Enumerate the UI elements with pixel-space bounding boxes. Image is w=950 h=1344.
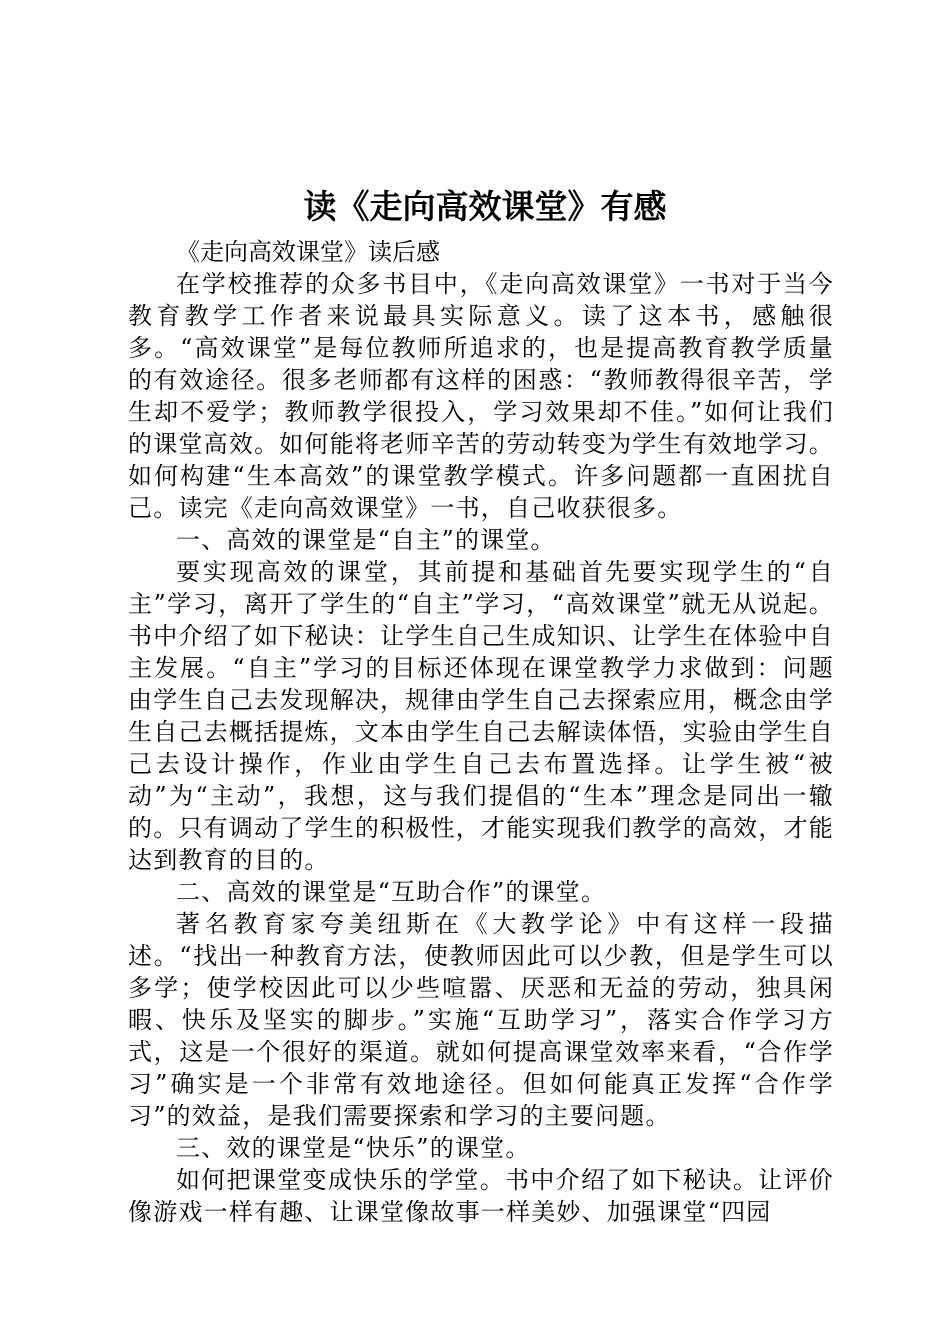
paragraph-section-1: 要实现高效的课堂，其前提和基础首先要实现学生的“自主”学习，离开了学生的“自主”学习，“高效课堂”就无从说起。书中介绍了如下秘诀：让学生自己生成知识、让学生在体验中自主发展。“自主”学习的目标还体现在课堂教学力求做到：问题由学生自己去发现解决，规律由学生自己去探索应用，概念由学生自己去概括提炼，文本由学生自己去解读体悟，实验由学生自己去设计操作，作业由学生自己去布置选择。让学生被“被动”为“主动”，我想，这与我们提倡的“生本”理念是同出一辙的。只有调动了学生的积极性，才能实现我们教学的高效，才能达到教育的目的。 bbox=[128, 558, 834, 874]
document-page bbox=[128, 180, 834, 1228]
section-heading-1: 一、高效的课堂是“自主”的课堂。 bbox=[176, 526, 556, 554]
document-title: 读《走向高效课堂》有感 bbox=[303, 187, 667, 226]
document-subtitle: 《走向高效课堂》读后感 bbox=[176, 238, 440, 266]
section-heading-2: 二、高效的课堂是“互助合作”的课堂。 bbox=[176, 878, 607, 906]
paragraph-intro: 在学校推荐的众多书目中，《走向高效课堂》一书对于当今教育教学工作者来说最具实际意义。读了这本书，感触很多。“高效课堂”是每位教师所追求的，也是提高教育教学质量的有效途径。很多老师都有这样的困惑：“教师教得很辛苦，学生却不爱学；教师教学很投入，学习效果却不佳。”如何让我们的课堂高效。如何能将老师辛苦的劳动转变为学生有效地学习。如何构建“生本高效”的课堂教学模式。许多问题都一直困扰自己。读完《走向高效课堂》一书，自己收获很多。 bbox=[128, 270, 834, 522]
paragraph-section-2: 著名教育家夸美纽斯在《大教学论》中有这样一段描述。“找出一种教育方法，使教师因此可以少教，但是学生可以多学；使学校因此可以少些喧嚣、厌恶和无益的劳动，独具闲暇、快乐及坚实的脚步。”实施“互助学习”，落实合作学习方式，这是一个很好的渠道。就如何提高课堂效率来看，“合作学习”确实是一个非常有效地途径。但如何能真正发挥“合作学习”的效益，是我们需要探索和学习的主要问题。 bbox=[128, 910, 834, 1130]
section-heading-3: 三、效的课堂是“快乐”的课堂。 bbox=[176, 1134, 531, 1162]
paragraph-section-3: 如何把课堂变成快乐的学堂。书中介绍了如下秘诀。让评价像游戏一样有趣、让课堂像故事一样美妙、加强课堂“四园 bbox=[128, 1166, 834, 1226]
